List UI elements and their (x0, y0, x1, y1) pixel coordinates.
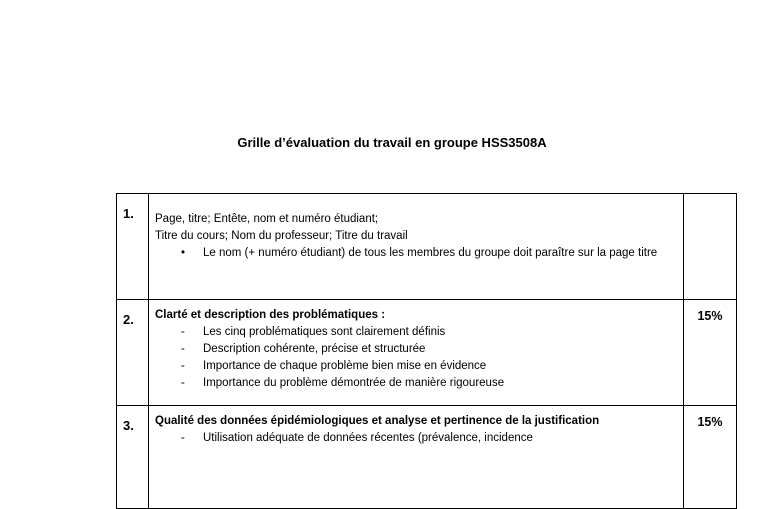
list-item-text: Importance de chaque problème bien mise en évidence (203, 360, 487, 372)
table-row (117, 194, 737, 300)
list-item-text: Le nom (+ numéro étudiant) de tous les membres du groupe doit paraître sur la page titre (203, 247, 658, 259)
row-description (149, 194, 684, 300)
list-item (181, 358, 677, 375)
list-item (181, 324, 677, 341)
text-line: Page, titre; Entête, nom et numéro étudiant; (155, 213, 379, 225)
row-number: 3. (117, 406, 149, 509)
table-row (117, 300, 737, 406)
bullet-list (155, 245, 677, 262)
page-title: Grille d’évaluation du travail en groupe HSS3508A (237, 135, 547, 150)
text-line: Titre du cours; Nom du professeur; Titre du travail (155, 230, 408, 242)
row-percent (684, 194, 737, 300)
list-item-text: Description cohérente, précise et structurée (203, 343, 426, 355)
criterion-heading: Qualité des données épidémiologiques et analyse et pertinence de la justification (155, 415, 600, 427)
table-row (117, 406, 737, 509)
criterion-heading: Clarté et description des problématiques : (155, 309, 386, 321)
dash-icon: - (181, 377, 185, 389)
row-percent: 15% (684, 300, 737, 406)
list-item (181, 430, 677, 447)
dash-icon: - (181, 432, 185, 444)
list-item (181, 341, 677, 358)
list-item-text: Les cinq problématiques sont clairement définis (203, 326, 446, 338)
list-item (181, 245, 677, 262)
list-item (181, 375, 677, 392)
bullet-icon: • (181, 247, 186, 259)
row-description (149, 300, 684, 406)
list-item-text: Utilisation adéquate de données récentes (prévalence, incidence (203, 432, 533, 444)
row-number: 1. (117, 194, 149, 300)
dash-icon: - (181, 343, 185, 355)
row-number: 2. (117, 300, 149, 406)
evaluation-grid-table (116, 193, 737, 509)
dash-icon: - (181, 326, 185, 338)
row-percent: 15% (684, 406, 737, 509)
list-item-text: Importance du problème démontrée de manière rigoureuse (203, 377, 505, 389)
dash-list (155, 430, 677, 447)
dash-list (155, 324, 677, 392)
row-description (149, 406, 684, 509)
dash-icon: - (181, 360, 185, 372)
